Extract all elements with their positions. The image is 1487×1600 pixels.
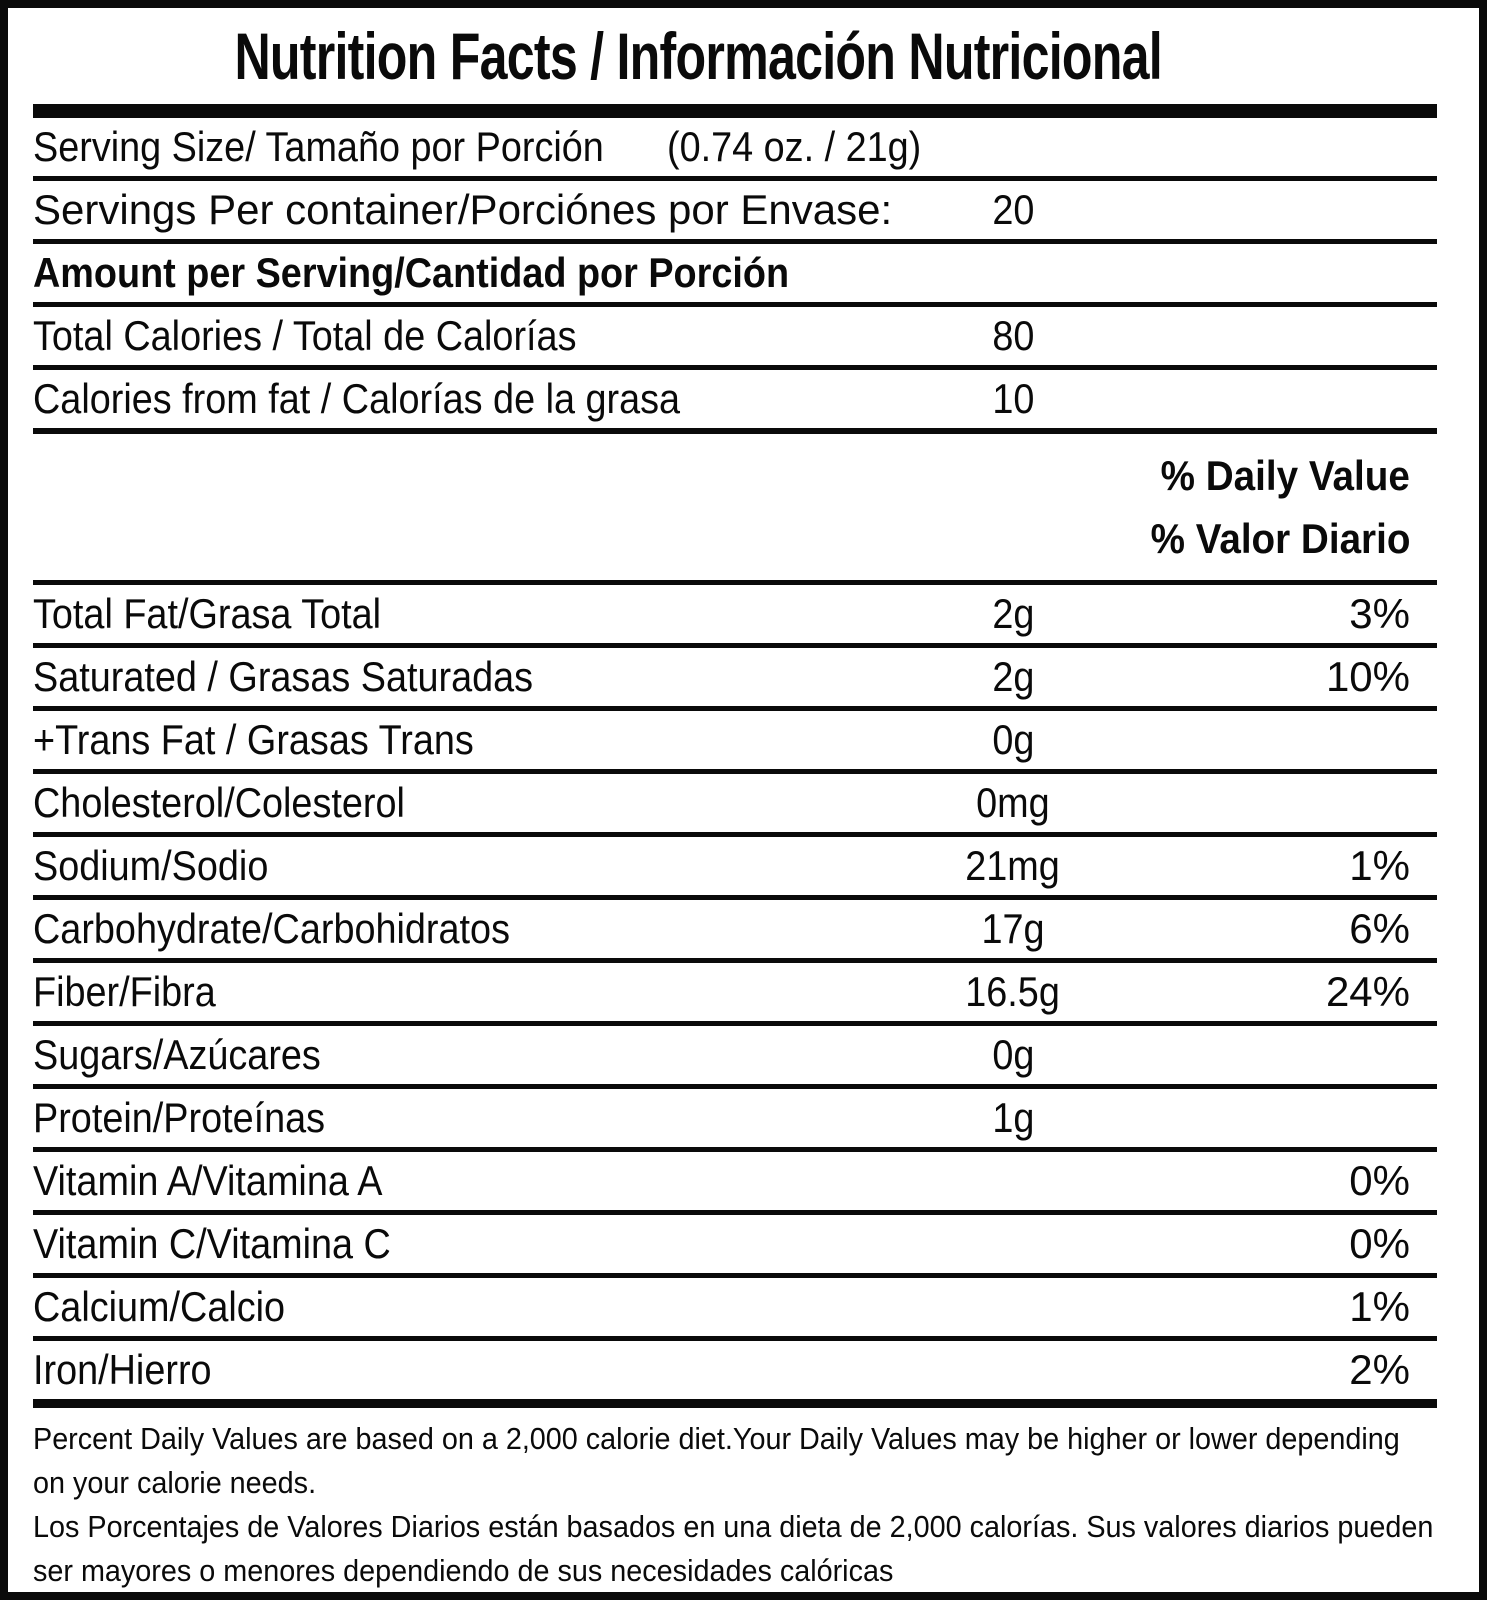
nutrient-row-trans-fat <box>33 711 1437 774</box>
nutrient-percent: 1% <box>1349 842 1410 889</box>
calories-from-fat-row <box>33 370 1437 434</box>
footnote-text-block <box>33 1417 1436 1593</box>
nutrient-label: Cholesterol/Colesterol <box>33 779 405 826</box>
nutrient-amount: 0g <box>991 716 1035 763</box>
daily-value-header-en: % Daily Value <box>1160 452 1410 499</box>
serving-size-row <box>33 118 1437 181</box>
total-calories-row <box>33 307 1437 370</box>
nutrient-percent: 0% <box>1349 1157 1410 1204</box>
nutrient-percent: 3% <box>1349 590 1410 637</box>
total-calories-label: Total Calories / Total de Calorías <box>33 312 577 359</box>
nutrient-percent: 6% <box>1349 905 1410 952</box>
nutrient-percent: 1% <box>1349 1283 1410 1330</box>
nutrient-amount: 21mg <box>965 842 1061 889</box>
nutrient-row-protein <box>33 1089 1437 1152</box>
nutrient-row-vitamin-a <box>33 1152 1437 1215</box>
nutrient-row-sodium <box>33 837 1437 900</box>
nutrient-amount: 17g <box>981 905 1045 952</box>
nutrient-percent: 24% <box>1325 968 1410 1015</box>
serving-size-value: (0.74 oz. / 21g) <box>667 123 922 170</box>
daily-value-header <box>33 434 1437 585</box>
amount-per-serving-header-row <box>33 244 1437 307</box>
nutrient-amount: 2g <box>991 590 1035 637</box>
nutrient-label: Vitamin C/Vitamina C <box>33 1220 391 1267</box>
nutrient-row-total-fat <box>33 585 1437 648</box>
footnote <box>33 1408 1437 1593</box>
nutrient-row-calcium <box>33 1278 1437 1341</box>
nutrient-label: Protein/Proteínas <box>33 1094 326 1141</box>
nutrient-label: Sugars/Azúcares <box>33 1031 321 1078</box>
nutrient-row-saturated-fat <box>33 648 1437 711</box>
nutrient-label: Carbohydrate/Carbohidratos <box>33 905 510 952</box>
nutrient-label: Calcium/Calcio <box>33 1283 286 1330</box>
nutrient-percent: 0% <box>1349 1220 1410 1267</box>
servings-per-container-label: Servings Per container/Porciónes por Envase: <box>33 186 893 233</box>
total-calories-value: 80 <box>991 312 1035 359</box>
serving-size-label: Serving Size/ Tamaño por Porción <box>33 123 604 170</box>
nutrient-amount: 0mg <box>976 779 1050 826</box>
amount-per-serving-header: Amount per Serving/Cantidad por Porción <box>33 249 790 296</box>
daily-value-header-es: % Valor Diario <box>1150 515 1410 562</box>
label-content <box>33 104 1437 1593</box>
nutrient-amount: 0g <box>991 1031 1035 1078</box>
servings-per-container-row <box>33 181 1437 244</box>
nutrient-percent: 10% <box>1325 653 1410 700</box>
nutrient-amount: 16.5g <box>965 968 1061 1015</box>
nutrient-label: Total Fat/Grasa Total <box>33 590 382 637</box>
nutrient-row-carbohydrate <box>33 900 1437 963</box>
footnote-english: Percent Daily Values are based on a 2,000 calorie diet.Your Daily Values may be higher or lower depending on your calorie needs. <box>33 1421 1400 1500</box>
label-title <box>8 8 1479 104</box>
nutrient-label: Sodium/Sodio <box>33 842 269 889</box>
nutrient-row-sugars <box>33 1026 1437 1089</box>
nutrient-row-cholesterol <box>33 774 1437 837</box>
nutrient-amount: 2g <box>991 653 1035 700</box>
footnote-spanish: Los Porcentajes de Valores Diarios están basados en una dieta de 2,000 calorías. Sus valores diarios pueden ser mayores o menores dependiendo de sus necesidades calóricas <box>33 1509 1434 1588</box>
servings-per-container-value: 20 <box>991 186 1035 233</box>
title-separator-bar <box>33 104 1437 118</box>
nutrient-amount: 1g <box>991 1094 1035 1141</box>
nutrient-row-vitamin-c <box>33 1215 1437 1278</box>
nutrient-label: +Trans Fat / Grasas Trans <box>33 716 474 763</box>
calories-from-fat-label: Calories from fat / Calorías de la grasa <box>33 375 681 422</box>
nutrient-label: Iron/Hierro <box>33 1346 212 1393</box>
nutrient-label: Fiber/Fibra <box>33 968 216 1015</box>
label-title-text: Nutrition Facts / Información Nutricional <box>234 19 1163 93</box>
nutrient-row-iron <box>33 1341 1437 1408</box>
nutrient-label: Saturated / Grasas Saturadas <box>33 653 534 700</box>
nutrient-label: Vitamin A/Vitamina A <box>33 1157 383 1204</box>
nutrient-percent: 2% <box>1349 1346 1410 1393</box>
calories-from-fat-value: 10 <box>991 375 1035 422</box>
nutrient-row-fiber <box>33 963 1437 1026</box>
